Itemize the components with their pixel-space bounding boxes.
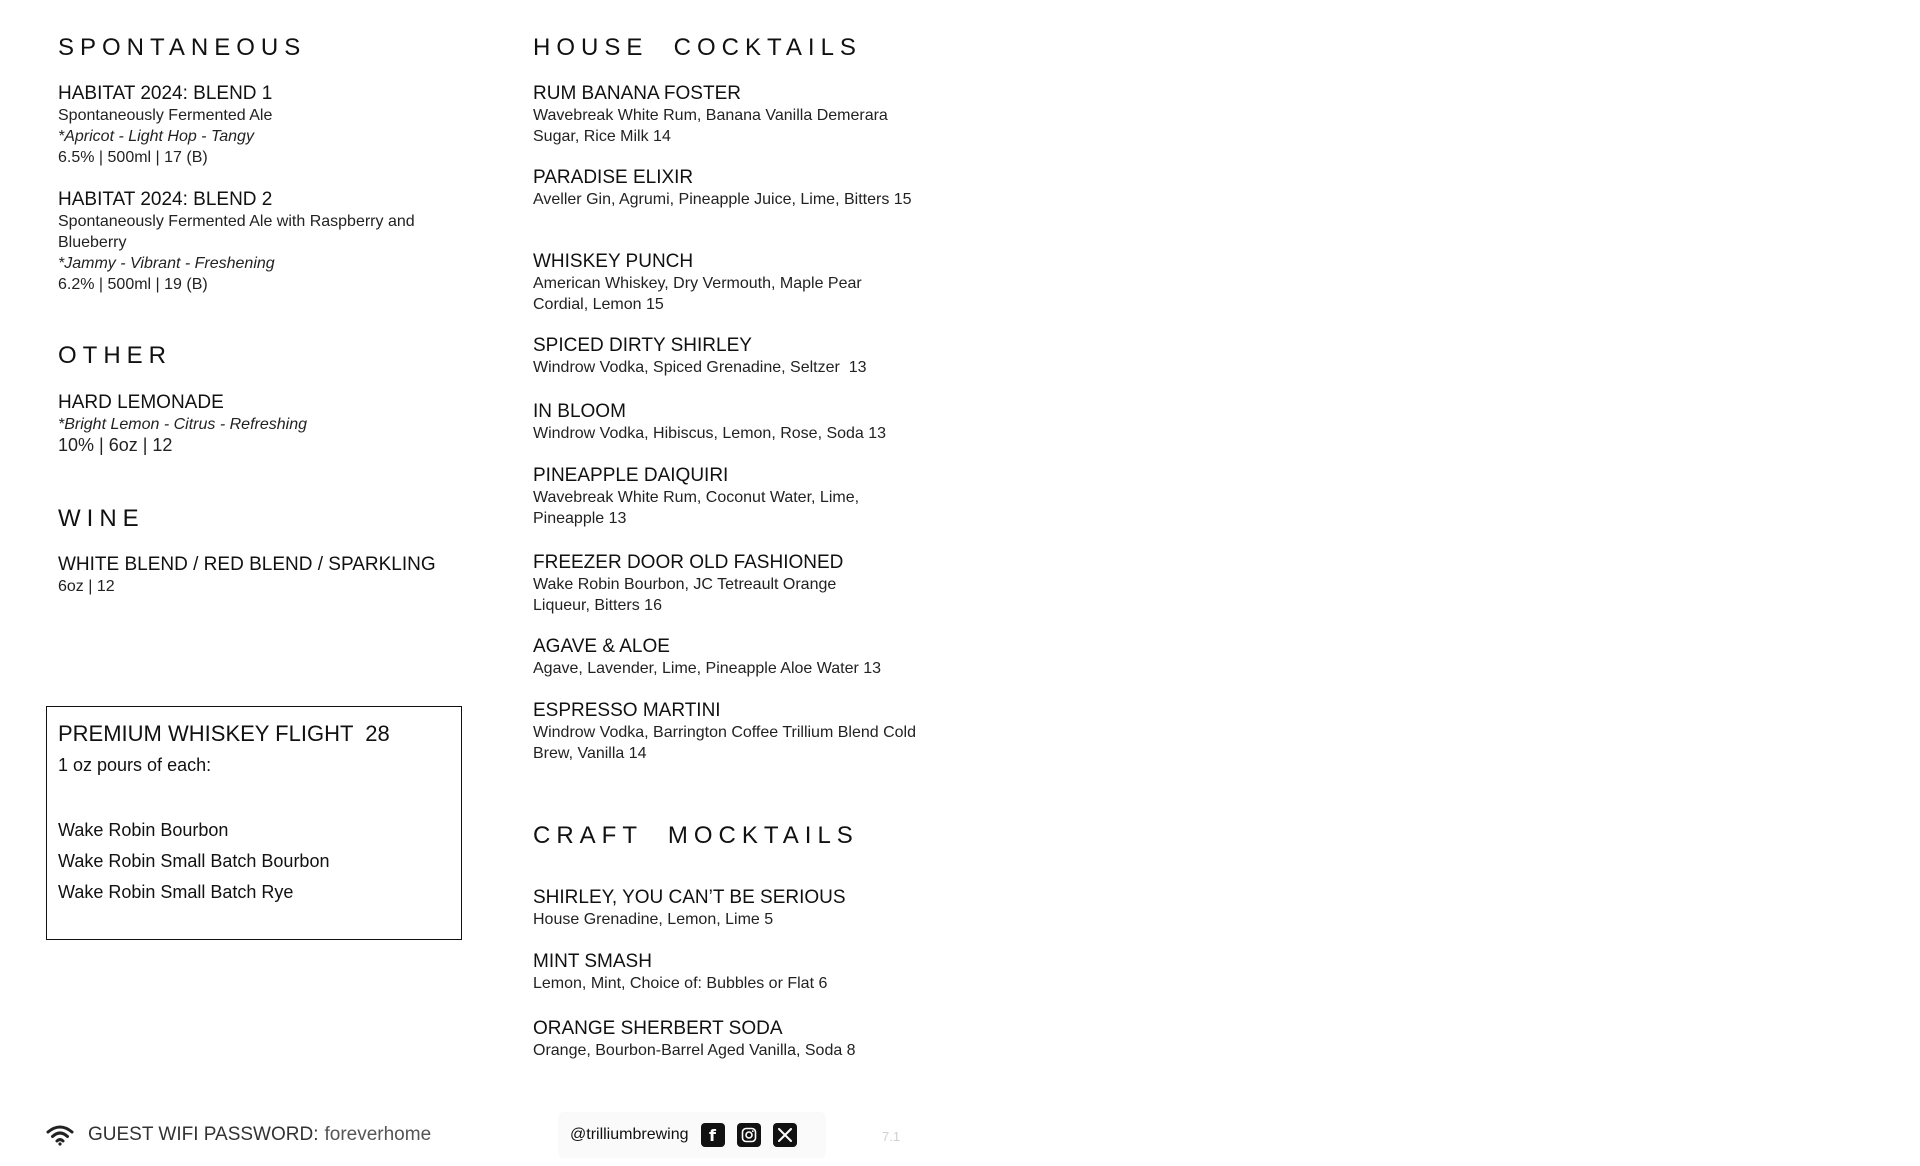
item-description: House Grenadine, Lemon, Lime 5 [533,911,774,928]
item-description: Wake Robin Bourbon, JC Tetreault Orange Liqueur, Bitters 16 [533,576,837,614]
item-description: Spontaneously Fermented Ale with Raspberry and Blueberry [58,213,415,251]
section-title-wine: WINE [58,505,145,532]
item-name: PINEAPPLE DAIQUIRI [533,465,729,486]
item-name: ESPRESSO MARTINI [533,700,721,721]
menu-item-shirley-you-cant-be-serious [533,887,933,930]
item-description: American Whiskey, Dry Vermouth, Maple Pear Cordial, Lemon 15 [533,275,862,313]
item-tasting-note: *Bright Lemon - Citrus - Refreshing [58,416,307,433]
item-tasting-note: *Apricot - Light Hop - Tangy [58,128,254,145]
item-description: Spontaneously Fermented Ale [58,107,273,124]
item-name: WHITE BLEND / RED BLEND / SPARKLING [58,554,436,575]
item-description: Wavebreak White Rum, Coconut Water, Lime, Pineapple 13 [533,489,860,527]
social-bar [558,1112,826,1158]
menu-item-mint-smash [533,951,933,994]
item-description: Windrow Vodka, Spiced Grenadine, Seltzer 13 [533,359,867,376]
item-name: FREEZER DOOR OLD FASHIONED [533,552,844,573]
version-label: 7.1 [882,1129,901,1144]
flight-list-item: Wake Robin Small Batch Rye [58,882,294,902]
whiskey-flight-box [46,706,462,940]
item-meta: 10% | 6oz | 12 [58,435,173,455]
item-description: Lemon, Mint, Choice of: Bubbles or Flat 6 [533,975,828,992]
flight-title: PREMIUM WHISKEY FLIGHT 28 [58,721,390,746]
item-name: HABITAT 2024: BLEND 2 [58,189,273,210]
wifi-password: foreverhome [324,1124,432,1145]
item-tasting-note: *Jammy - Vibrant - Freshening [58,255,275,272]
menu-item-wine-blends [58,554,478,597]
social-handle: @trilliumbrewing [570,1126,689,1143]
item-name: WHISKEY PUNCH [533,251,694,272]
item-meta: 6.2% | 500ml | 19 (B) [58,276,208,293]
menu-item-freezer-door-old-fashioned [533,552,933,616]
section-title-spontaneous: SPONTANEOUS [58,34,307,61]
wifi-label: GUEST WIFI PASSWORD: [88,1124,319,1145]
item-name: IN BLOOM [533,401,626,422]
x-icon [773,1123,797,1147]
flight-list [58,815,329,908]
wifi-icon [46,1124,74,1146]
flight-list-item: Wake Robin Small Batch Bourbon [58,851,330,871]
item-description: Windrow Vodka, Barrington Coffee Trillium Blend Cold Brew, Vanilla 14 [533,724,916,762]
menu-item-espresso-martini [533,700,933,764]
section-title-craft-mocktails: CRAFT MOCKTAILS [533,822,859,849]
item-description: Windrow Vodka, Hibiscus, Lemon, Rose, Soda 13 [533,425,887,442]
item-name: RUM BANANA FOSTER [533,83,741,104]
menu-item-in-bloom [533,401,933,444]
section-title-other: OTHER [58,342,172,369]
menu-item-pineapple-daiquiri [533,465,933,529]
item-description: Aveller Gin, Agrumi, Pineapple Juice, Lime, Bitters 15 [533,191,912,208]
item-name: ORANGE SHERBERT SODA [533,1018,783,1039]
section-title-house-cocktails: HOUSE COCKTAILS [533,34,862,61]
menu-item-habitat-blend-1 [58,83,478,168]
item-name: MINT SMASH [533,951,652,972]
item-name: SHIRLEY, YOU CAN’T BE SERIOUS [533,887,846,908]
menu-item-whiskey-punch [533,251,933,315]
item-description: Agave, Lavender, Lime, Pineapple Aloe Water 13 [533,660,882,677]
item-name: HABITAT 2024: BLEND 1 [58,83,273,104]
wifi-info [46,1121,431,1149]
menu-item-paradise-elixir [533,167,933,210]
item-meta: 6oz | 12 [58,578,115,595]
item-meta: 6.5% | 500ml | 17 (B) [58,149,208,166]
item-description: Wavebreak White Rum, Banana Vanilla Demerara Sugar, Rice Milk 14 [533,107,888,145]
flight-list-item: Wake Robin Bourbon [58,820,229,840]
item-name: PARADISE ELIXIR [533,167,694,188]
menu-item-agave-aloe [533,636,933,679]
menu-item-orange-sherbert-soda [533,1018,933,1061]
menu-item-hard-lemonade [58,392,478,456]
item-name: SPICED DIRTY SHIRLEY [533,335,752,356]
item-description: Orange, Bourbon-Barrel Aged Vanilla, Soda 8 [533,1042,856,1059]
menu-item-spiced-dirty-shirley [533,335,933,378]
instagram-icon [737,1123,761,1147]
menu-item-habitat-blend-2 [58,189,478,295]
facebook-icon: f [701,1123,725,1147]
item-name: HARD LEMONADE [58,392,224,413]
item-name: AGAVE & ALOE [533,636,670,657]
menu-item-rum-banana-foster [533,83,933,147]
flight-subtitle: 1 oz pours of each: [58,755,212,775]
